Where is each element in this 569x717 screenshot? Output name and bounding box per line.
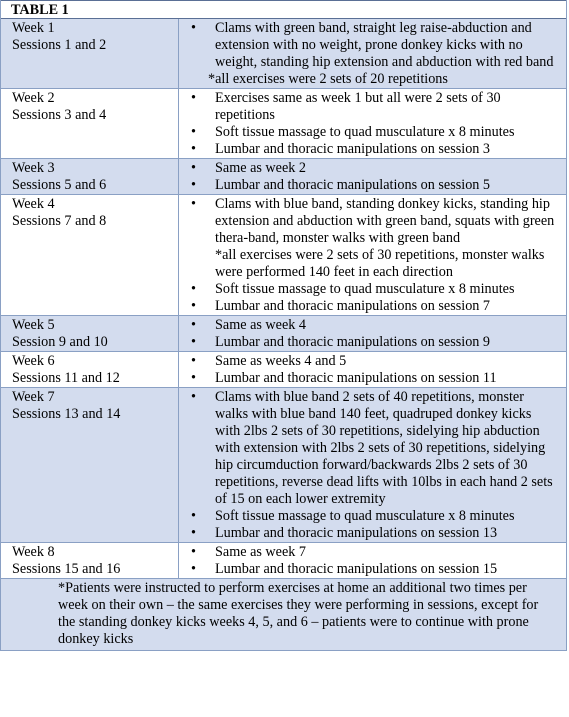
- list-item-text: Soft tissue massage to quad musculature x 8 minutes: [215, 281, 515, 297]
- week-label: Week 7: [12, 389, 55, 405]
- week-label: Week 5: [12, 317, 55, 333]
- week-label: Week 6: [12, 353, 55, 369]
- table-row: [1, 195, 566, 316]
- week-cell: [1, 159, 179, 194]
- list-item-text: Soft tissue massage to quad musculature x 8 minutes: [215, 508, 515, 524]
- table-row: [1, 388, 566, 543]
- exercise-list: [179, 544, 560, 578]
- sessions-label: Sessions 1 and 2: [12, 37, 107, 53]
- list-item-text: Lumbar and thoracic manipulations on session 5: [215, 177, 491, 193]
- list-item-text: Lumbar and thoracic manipulations on session 15: [215, 561, 498, 577]
- list-item: [179, 525, 560, 542]
- bullet-icon: •: [191, 141, 196, 157]
- week-label: Week 3: [12, 160, 55, 176]
- bullet-icon: •: [191, 281, 196, 297]
- week-cell: [1, 352, 179, 387]
- list-item: [179, 389, 560, 508]
- list-item: [179, 508, 560, 525]
- exercise-list: [179, 196, 560, 315]
- list-item-text: Lumbar and thoracic manipulations on session 9: [215, 334, 491, 350]
- exercise-list: [179, 160, 560, 194]
- list-item: [179, 160, 560, 177]
- bullet-icon: •: [191, 124, 196, 140]
- list-item: [179, 90, 560, 124]
- table-row: [1, 543, 566, 579]
- exercise-cell: [179, 195, 566, 315]
- sessions-label: Sessions 5 and 6: [12, 177, 107, 193]
- list-item: [179, 177, 560, 194]
- week-cell: [1, 543, 179, 578]
- exercise-cell: [179, 89, 566, 158]
- table-row: [1, 89, 566, 159]
- repetitions-note: *all exercises were 2 sets of 30 repetitions, monster walks were performed 140 feet in each direction: [215, 247, 545, 280]
- week-cell: [1, 89, 179, 158]
- bullet-icon: •: [191, 561, 196, 577]
- list-item-text: Lumbar and thoracic manipulations on session 3: [215, 141, 491, 157]
- bullet-icon: •: [191, 525, 196, 541]
- sessions-label: Session 9 and 10: [12, 334, 108, 350]
- list-item: [179, 124, 560, 141]
- sessions-label: Sessions 15 and 16: [12, 561, 121, 577]
- table-row: [1, 159, 566, 195]
- bullet-icon: •: [191, 160, 196, 176]
- list-item: [179, 141, 560, 158]
- list-item-text: Soft tissue massage to quad musculature x 8 minutes: [215, 124, 515, 140]
- exercise-cell: [179, 388, 566, 542]
- week-label: Week 4: [12, 196, 55, 212]
- table-row: [1, 352, 566, 388]
- list-item-text: Lumbar and thoracic manipulations on session 11: [215, 370, 497, 386]
- exercise-list: [179, 317, 560, 351]
- week-cell: [1, 316, 179, 351]
- table-footer-note: *Patients were instructed to perform exercises at home an additional two times per week on their own – the same exercises they were performing in sessions, except for the standing donkey kicks weeks 4, 5, and 6 – patients were to continue with prone donkey kicks: [1, 579, 566, 650]
- list-item: [179, 370, 560, 387]
- bullet-icon: •: [191, 298, 196, 314]
- list-item: [179, 298, 560, 315]
- bullet-icon: •: [191, 353, 196, 369]
- week-label: Week 1: [12, 20, 55, 36]
- bullet-icon: •: [191, 196, 196, 212]
- table-row: [1, 19, 566, 89]
- bullet-icon: •: [191, 370, 196, 386]
- list-item-text: Same as weeks 4 and 5: [215, 353, 347, 369]
- week-label: Week 2: [12, 90, 55, 106]
- list-item: [179, 196, 560, 247]
- list-item: [179, 20, 560, 71]
- list-item: [179, 317, 560, 334]
- exercise-cell: [179, 543, 566, 578]
- exercise-cell: [179, 316, 566, 351]
- list-item-text: Same as week 4: [215, 317, 307, 333]
- week-cell: [1, 19, 179, 88]
- list-item-text: Lumbar and thoracic manipulations on session 7: [215, 298, 491, 314]
- exercise-cell: [179, 19, 566, 88]
- list-item: [179, 281, 560, 298]
- list-item: [179, 544, 560, 561]
- exercise-list: [179, 90, 560, 158]
- week-label: Week 8: [12, 544, 55, 560]
- sessions-label: Sessions 3 and 4: [12, 107, 107, 123]
- bullet-icon: •: [191, 317, 196, 333]
- bullet-icon: •: [191, 389, 196, 405]
- exercise-list: [179, 389, 560, 542]
- list-item: [179, 561, 560, 578]
- bullet-icon: •: [191, 20, 196, 36]
- list-item-text: Lumbar and thoracic manipulations on session 13: [215, 525, 498, 541]
- list-item-text: Same as week 2: [215, 160, 307, 176]
- week-cell: [1, 388, 179, 542]
- exercise-cell: [179, 352, 566, 387]
- bullet-icon: •: [191, 544, 196, 560]
- list-item-text: Exercises same as week 1 but all were 2 sets of 30 repetitions: [215, 90, 501, 123]
- exercise-list: [179, 20, 560, 88]
- sessions-label: Sessions 11 and 12: [12, 370, 120, 386]
- exercise-cell: [179, 159, 566, 194]
- table-row: [1, 316, 566, 352]
- list-item-text: Clams with blue band, standing donkey kicks, standing hip extension and abduction with green band, squats with green thera-band, monster walks with green band: [215, 196, 555, 246]
- list-item: [179, 353, 560, 370]
- sessions-label: Sessions 7 and 8: [12, 213, 107, 229]
- list-item-text: Clams with blue band 2 sets of 40 repetitions, monster walks with blue band 140 feet, quadruped donkey kicks with 2lbs 2 sets of 30 repetitions, sidelying hip abduction with extension with 2lbs 2 sets of 30 repetitions, sidelying hip circumduction forward/backwards 2lbs 2 sets of 30 repetitions, reverse dead lifts with 10lbs in each hand 2 sets of 15 on each lower extremity: [215, 389, 553, 507]
- bullet-icon: •: [191, 334, 196, 350]
- table-title: TABLE 1: [1, 0, 566, 19]
- list-item-text: Same as week 7: [215, 544, 307, 560]
- list-item: [179, 334, 560, 351]
- bullet-icon: •: [191, 177, 196, 193]
- week-cell: [1, 195, 179, 315]
- bullet-icon: •: [191, 508, 196, 524]
- sessions-label: Sessions 13 and 14: [12, 406, 121, 422]
- list-item-text: Clams with green band, straight leg raise-abduction and extension with no weight, prone donkey kicks with no weight, standing hip extension and abduction with red band: [215, 20, 554, 70]
- exercise-list: [179, 353, 560, 387]
- table-body: [1, 19, 566, 579]
- repetitions-note: *all exercises were 2 sets of 20 repetitions: [208, 71, 448, 87]
- bullet-icon: •: [191, 90, 196, 106]
